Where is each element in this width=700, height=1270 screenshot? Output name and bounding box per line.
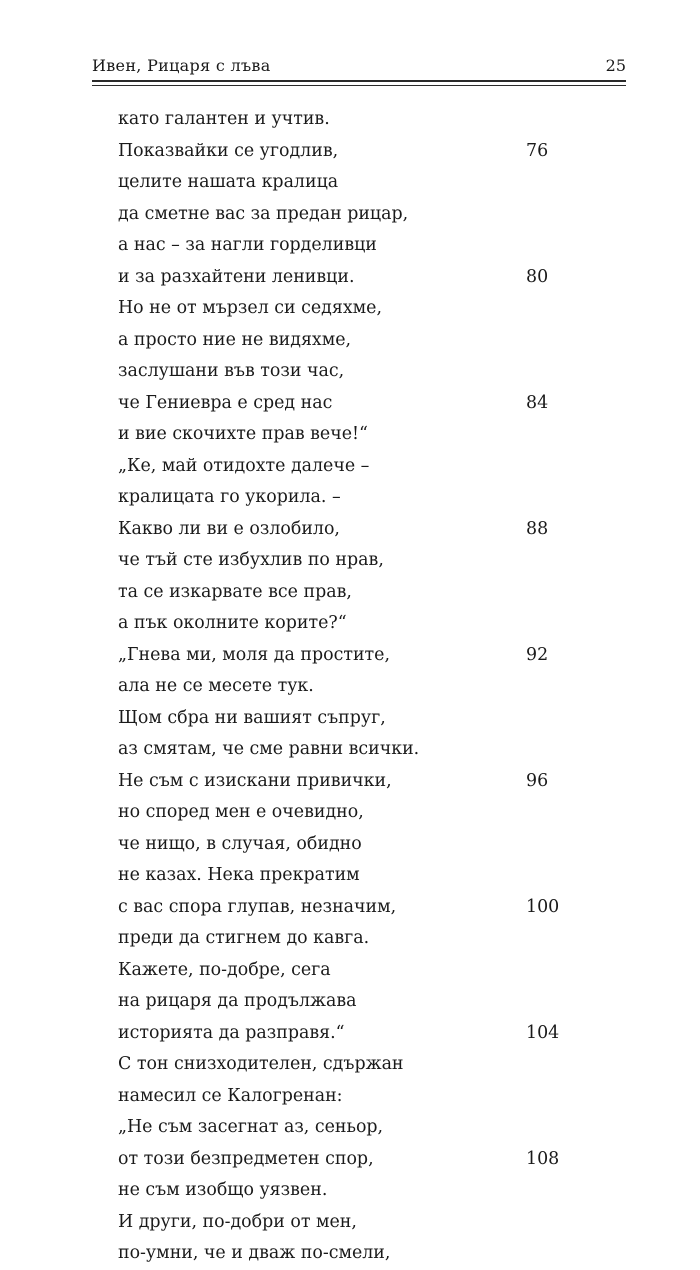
verse-line-text: не съм изобщо уязвен. [118, 1180, 328, 1200]
verse-line [118, 451, 578, 483]
verse-block [118, 104, 578, 1270]
verse-line-text: и вие скочихте прав вече!“ [118, 424, 368, 444]
verse-line-text: „Не съм засегнат аз, сеньор, [118, 1117, 384, 1137]
verse-line [118, 482, 578, 514]
line-number: 108 [526, 1148, 560, 1169]
verse-line [118, 514, 578, 546]
verse-line [118, 734, 578, 766]
verse-line-text: да сметне вас за предан рицар, [118, 203, 409, 224]
line-number: 96 [526, 770, 549, 791]
verse-line-text: на рицаря да продължава [118, 991, 357, 1011]
line-number: 104 [526, 1022, 560, 1043]
verse-line-text: с вас спора глупав, незначим, [118, 896, 397, 917]
verse-line-text: като галантен и учтив. [118, 109, 330, 129]
verse-line [118, 1144, 578, 1176]
verse-line [118, 577, 578, 609]
verse-line [118, 388, 578, 420]
verse-line [118, 640, 578, 672]
verse-line [118, 199, 578, 231]
verse-line-text: Какво ли ви е озлобило, [118, 518, 340, 539]
verse-line [118, 1207, 578, 1239]
verse-line-text: И други, по-добри от мен, [118, 1211, 357, 1232]
verse-line [118, 356, 578, 388]
line-number: 88 [526, 518, 549, 539]
verse-line [118, 892, 578, 924]
verse-line [118, 419, 578, 451]
header-rule-thin [92, 85, 626, 86]
verse-line [118, 325, 578, 357]
verse-line-text: заслушани във този час, [118, 361, 345, 381]
header-rule-thick [92, 80, 626, 82]
verse-line [118, 608, 578, 640]
verse-line-text: преди да стигнем до кавга. [118, 928, 370, 948]
line-number: 84 [526, 392, 549, 413]
verse-line-text: Показвайки се угодлив, [118, 140, 339, 161]
verse-line [118, 262, 578, 294]
verse-line-text: че Гениевра е сред нас [118, 392, 333, 413]
verse-line [118, 986, 578, 1018]
verse-line-text: Не съм с изискани привички, [118, 770, 392, 791]
verse-line-text: и за разхайтени ленивци. [118, 266, 355, 287]
verse-line-text: а нас – за нагли горделивци [118, 235, 377, 255]
line-number: 92 [526, 644, 549, 665]
line-number: 76 [526, 140, 549, 161]
line-number: 100 [526, 896, 560, 917]
verse-line-text: намесил се Калогренан: [118, 1085, 343, 1106]
verse-line [118, 829, 578, 861]
verse-line [118, 230, 578, 262]
verse-line-text: целите нашата кралица [118, 172, 339, 192]
page-number: 25 [605, 56, 626, 75]
verse-line-text: историята да разправя.“ [118, 1022, 345, 1043]
verse-line-text: а пък околните корите?“ [118, 613, 347, 633]
verse-line-text: че нищо, в случая, обидно [118, 833, 362, 854]
verse-line [118, 797, 578, 829]
verse-line [118, 104, 578, 136]
verse-line [118, 1049, 578, 1081]
verse-line [118, 1175, 578, 1207]
verse-line [118, 1018, 578, 1050]
verse-line [118, 136, 578, 168]
verse-line-text: кралицата го укорила. – [118, 487, 341, 507]
verse-line [118, 1081, 578, 1113]
verse-line-text: че тъй сте избухлив по нрав, [118, 550, 384, 570]
verse-line-text: Щом сбра ни вашият съпруг, [118, 707, 386, 728]
verse-line-text: Кажете, по-добре, сега [118, 959, 331, 980]
verse-line-text: аз смятам, че сме равни всички. [118, 739, 420, 759]
verse-line [118, 545, 578, 577]
verse-line [118, 671, 578, 703]
verse-line-text: С тон снизходителен, сдържан [118, 1054, 404, 1074]
verse-line-text: по-умни, че и дваж по-смели, [118, 1243, 391, 1263]
verse-line [118, 923, 578, 955]
verse-line-text: от този безпредметен спор, [118, 1148, 374, 1169]
verse-line-text: не казах. Нека прекратим [118, 865, 360, 885]
verse-line [118, 1238, 578, 1270]
verse-line [118, 860, 578, 892]
verse-line-text: „Ке, май отидохте далече – [118, 455, 370, 476]
verse-line [118, 766, 578, 798]
verse-line [118, 167, 578, 199]
verse-line-text: а просто ние не видяхме, [118, 329, 352, 350]
verse-line-text: ала не се месете тук. [118, 676, 314, 696]
line-number: 80 [526, 266, 549, 287]
verse-line [118, 1112, 578, 1144]
verse-line [118, 293, 578, 325]
verse-line [118, 955, 578, 987]
running-head: Ивен, Рицаря с лъва [92, 56, 271, 75]
verse-line-text: Но не от мързел си седяхме, [118, 298, 382, 318]
verse-line-text: „Гнева ми, моля да простите, [118, 644, 391, 665]
verse-line-text: та се изкарвате все прав, [118, 581, 352, 602]
verse-line [118, 703, 578, 735]
verse-line-text: но според мен е очевидно, [118, 802, 364, 822]
